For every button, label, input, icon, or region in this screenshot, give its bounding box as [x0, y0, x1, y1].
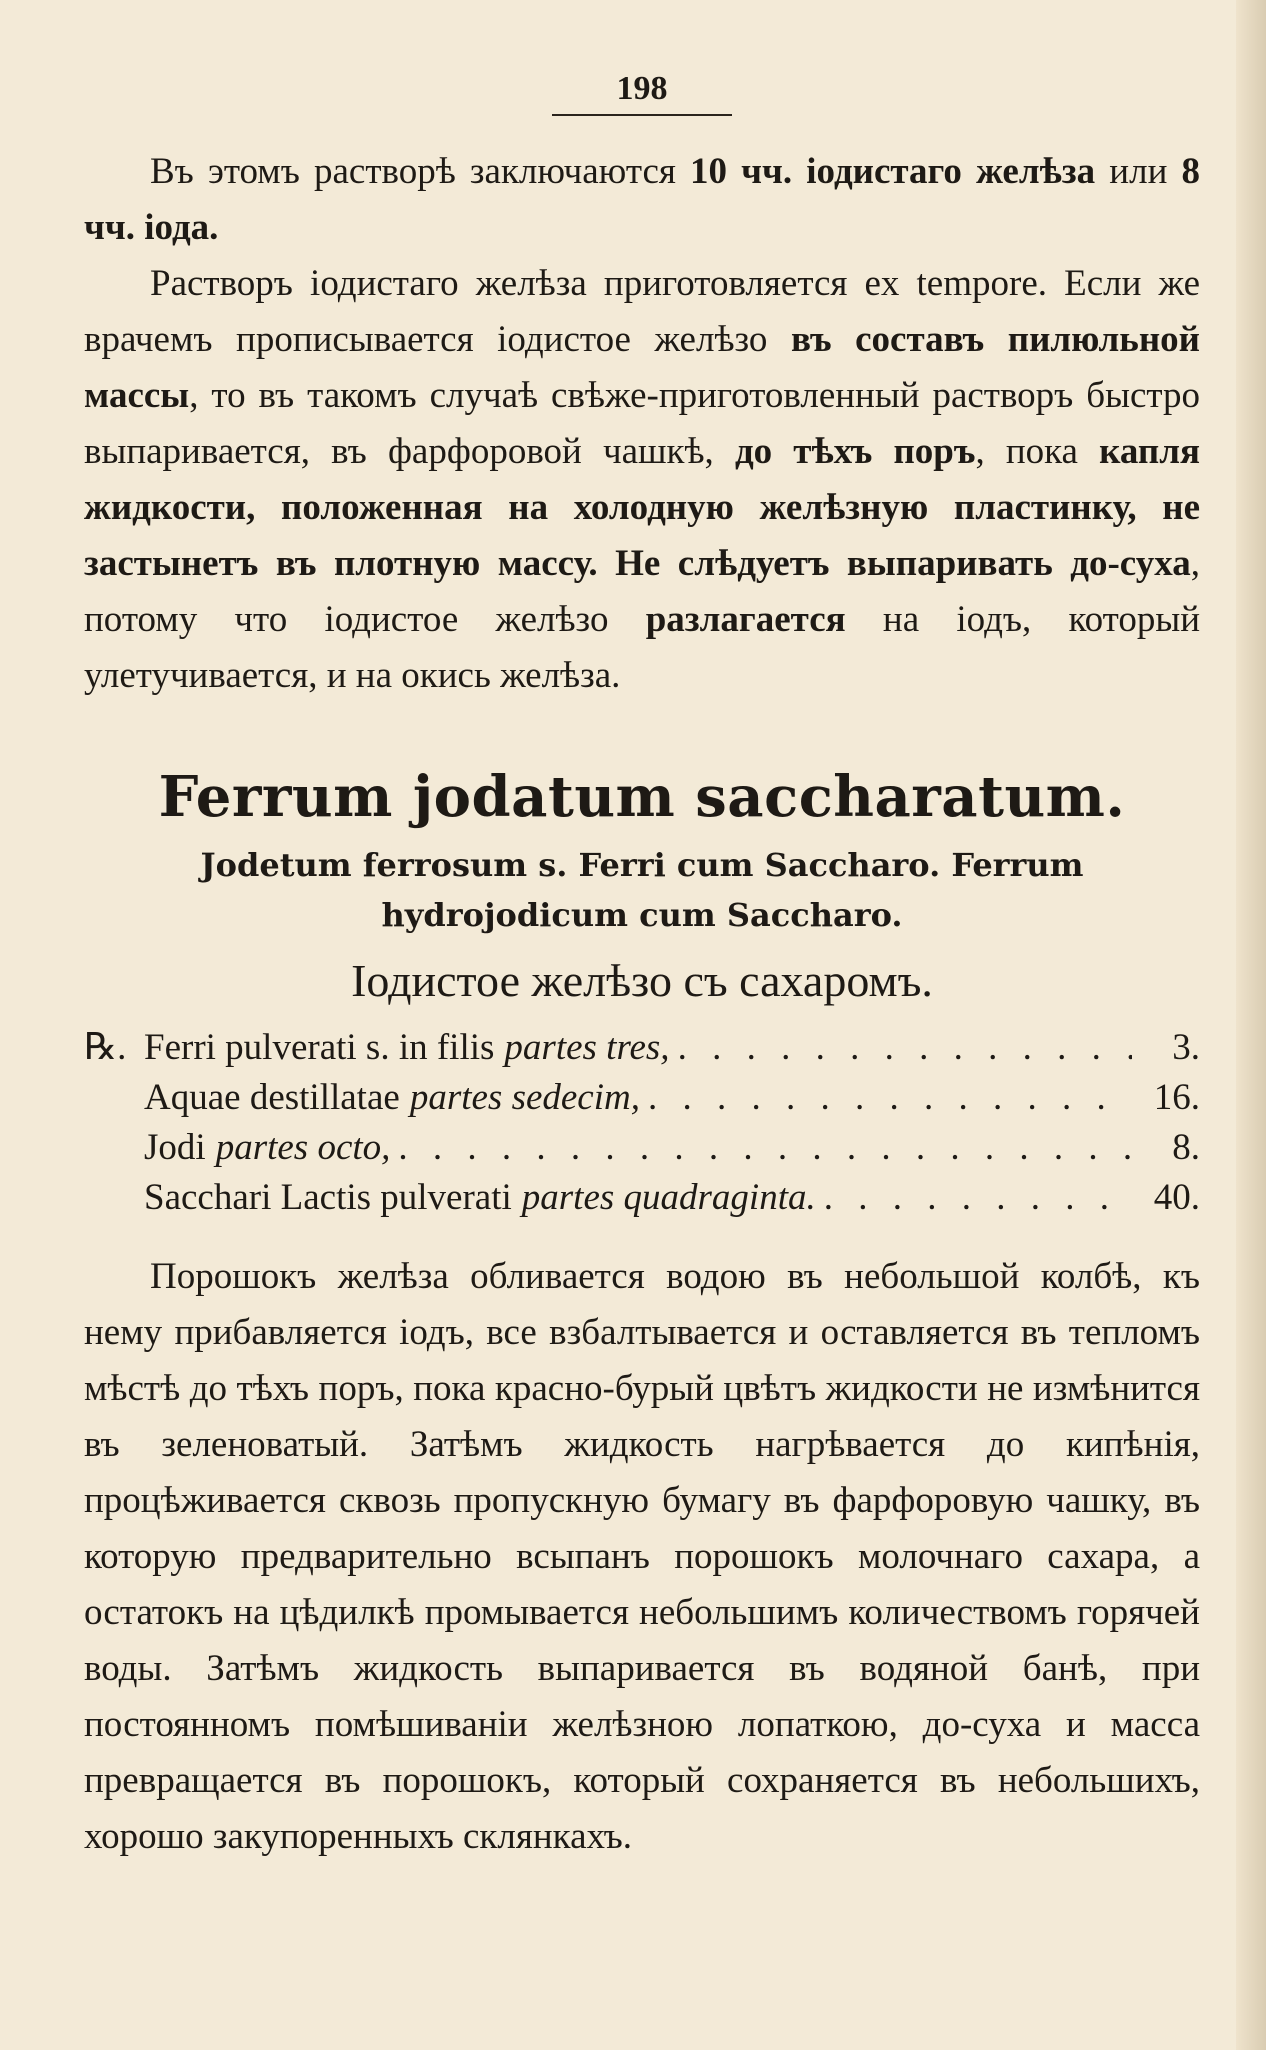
ingredient-amount: partes tres,	[504, 1027, 670, 1068]
section-synonyms: Jodetum ferrosum s. Ferri cum Saccharo. Ferrum hydrojodicum cum Saccharo.	[200, 846, 1084, 934]
ingredient-quantity: 3.	[1172, 1027, 1200, 1068]
ingredient-name: Jodi	[144, 1127, 206, 1168]
paragraph-procedure: Порошокъ желѣза обливается водою въ небольшой колбѣ, къ нему прибавляется іодъ, все взбалтывается и оставляется въ тепломъ мѣстѣ до тѣхъ поръ, пока красно-бурый цвѣтъ жидкости не измѣнится въ зеленоватый. Затѣмъ жидкость нагрѣвается до кипѣнія, процѣживается сквозь пропускную бумагу въ фарфоровую чашку, въ которую предварительно всыпанъ порошокъ молочнаго сахара, а остатокъ на цѣдилкѣ промывается небольшимъ количествомъ горячей воды. Затѣмъ жидкость выпаривается въ водяной банѣ, при постоянномъ помѣшиваніи желѣзною лопаткою, до-суха и масса превращается въ порошокъ, который сохраняется въ небольшихъ, хорошо закупоренныхъ склянкахъ.	[84, 1256, 1200, 1857]
text-run: , потому что іодистое желѣзо	[84, 543, 1200, 640]
paragraph-solution-content	[84, 144, 1200, 256]
book-page	[84, 70, 1200, 1865]
bold-run: 8 чч. іода.	[84, 151, 1200, 248]
ingredient-quantity: 16.	[1153, 1077, 1200, 1118]
text-run: Растворъ іодистаго желѣза приготовляется ex tempore. Если же врачемъ прописывается іодистое желѣзо	[84, 263, 1200, 360]
bold-run: разлагается	[645, 599, 846, 640]
ingredient-name: Aquae destillatae	[144, 1077, 400, 1118]
section-title-latin: Ferrum jodatum saccharatum.	[158, 764, 1126, 830]
text-run: или	[1095, 151, 1182, 192]
text-run: Въ этомъ растворѣ заключаются	[150, 151, 691, 192]
page-edge-shadow	[1236, 0, 1266, 2050]
leader-dots	[824, 1173, 1132, 1223]
text-run: , пока	[975, 431, 1100, 472]
bold-run: до тѣхъ поръ	[734, 431, 976, 472]
leader-dots	[398, 1123, 1132, 1173]
ingredient-quantity: 40.	[1153, 1177, 1200, 1218]
leader-dots	[678, 1023, 1132, 1073]
text-run: на іодъ, который улетучивается, и на окись желѣза.	[84, 599, 1200, 696]
ingredient-quantity: 8.	[1172, 1127, 1200, 1168]
bold-run: въ составъ пилюльной массы	[84, 319, 1200, 416]
bold-run: капля жидкости, положенная на холодную желѣзную пластинку, не застынетъ въ плотную массу. Не слѣдуетъ выпаривать до-суха	[84, 431, 1200, 584]
recipe-line	[84, 1073, 1200, 1123]
recipe-line	[84, 1023, 1200, 1073]
section-title-russian: Іодистое желѣзо съ сахаромъ.	[351, 955, 933, 1006]
recipe-line	[84, 1123, 1200, 1173]
recipe-line	[84, 1173, 1200, 1223]
recipe-block	[84, 1023, 1200, 1223]
ingredient-name: Ferri pulverati s. in filis	[144, 1027, 495, 1068]
ingredient-amount: partes sedecim,	[409, 1077, 640, 1118]
paragraph-preparation-notes	[84, 256, 1200, 704]
ingredient-name: Sacchari Lactis pulverati	[144, 1177, 512, 1218]
recipe-symbol: ℞.	[84, 1027, 127, 1068]
leader-dots	[648, 1073, 1132, 1123]
ingredient-amount: partes octo,	[215, 1127, 391, 1168]
page-number: 198	[552, 70, 732, 116]
bold-run: 10 чч. іодистаго желѣза	[690, 151, 1096, 192]
ingredient-amount: partes quadraginta.	[521, 1177, 816, 1218]
text-run: , то въ такомъ случаѣ свѣже-приготовленный растворъ быстро выпаривается, въ фарфоровой чашкѣ,	[84, 375, 1200, 472]
